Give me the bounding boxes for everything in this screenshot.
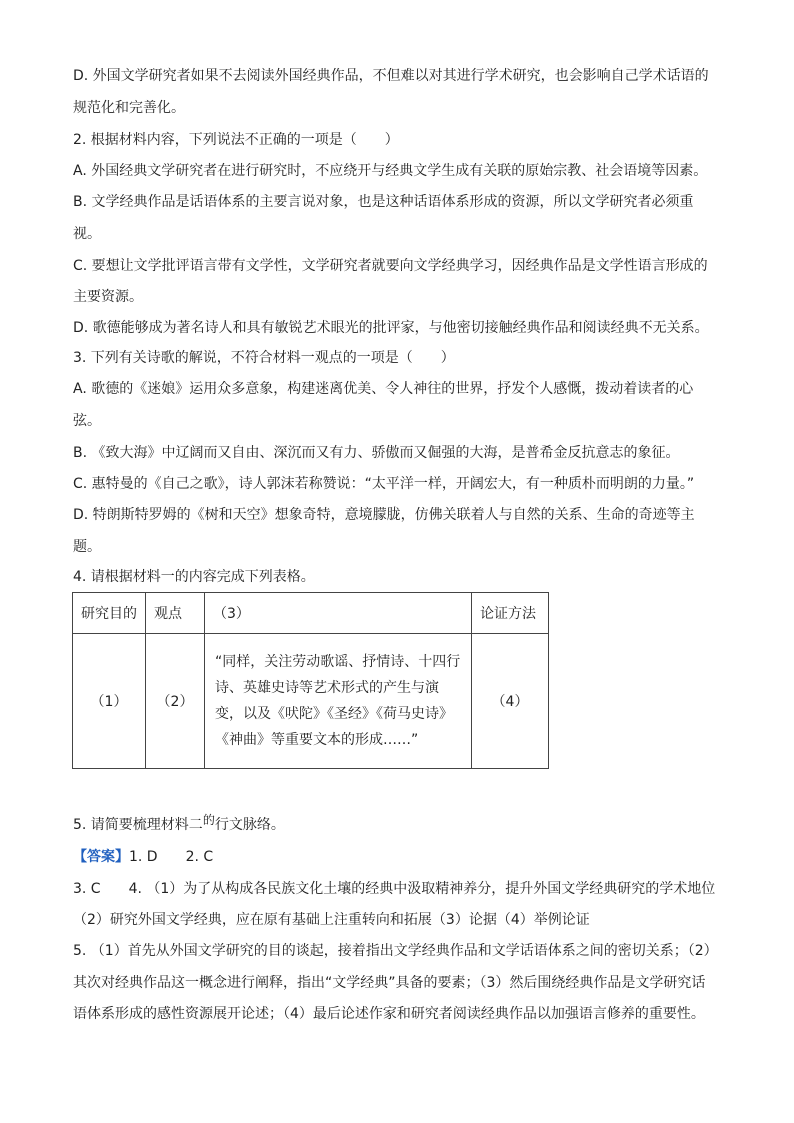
header-purpose: 研究目的 (81, 606, 137, 622)
q2-option-c-line-1: C. 要想让文学批评语言带有文学性，文学研究者就要向文学经典学习，因经典作品是文学性语言形成的 (73, 258, 708, 274)
q2-option-b-line-1: B. 文学经典作品是话语体系的主要言说对象，也是这种话语体系形成的资源，所以文学研究者必须重 (73, 194, 694, 210)
q2-option-b-line-2: 视。 (73, 226, 101, 242)
answer-line-5: 其次对经典作品这一概念进行阐释，指出“文学经典”具备的要素；（3）然后围绕经典作品是文学研究话 (73, 975, 706, 991)
q3-option-a-line-1: A. 歌德的《迷娘》运用众多意象，构建迷离优美、令人神往的世界，抒发个人感慨，拨动着读者的心 (73, 381, 694, 397)
option-d-line-2: 规范化和完善化。 (73, 100, 185, 116)
answer-line-4: 5. （1）首先从外国文学研究的目的谈起，接着指出文学经典作品和文学话语体系之间的密切关系；（2） (73, 943, 718, 959)
question-4-stem: 4. 请根据材料一的内容完成下列表格。 (73, 569, 315, 585)
q3-option-a-line-2: 弦。 (73, 413, 101, 429)
q3-option-d-line-1: D. 特朗斯特罗姆的《树和天空》想象奇特，意境朦胧，仿佛关联着人与自然的关系、生命的奇迹等主 (73, 507, 695, 523)
table-row (73, 634, 549, 769)
q2-option-d: D. 歌德能够成为著名诗人和具有敏锐艺术眼光的批评家，与他密切接触经典作品和阅读经典不无关系。 (73, 320, 709, 336)
header-method: 论证方法 (480, 606, 536, 622)
q5-text-b: 行文脉络。 (214, 817, 285, 833)
answer-line-6: 语体系形成的感性资源展开论述；（4）最后论述作家和研究者阅读经典作品以加强语言修养的重要性。 (73, 1006, 705, 1022)
option-d-line-1: D. 外国文学研究者如果不去阅读外国经典作品，不但难以对其进行学术研究，也会影响自己学术话语的 (73, 68, 709, 84)
q5-text-de: 的 (202, 813, 215, 827)
question-4-table (72, 592, 549, 769)
cell-blank-2: （2） (146, 634, 205, 769)
header-viewpoint: 观点 (154, 606, 182, 622)
cell-evidence-quote: “同样，关注劳动歌谣、抒情诗、十四行诗、英雄史诗等艺术形式的产生与演变，以及《吠陀》《圣经》《荷马史诗》《神曲》等重要文本的形成……” (215, 654, 461, 748)
answer-line-1-text: 1. D 2. C (129, 849, 214, 865)
answer-tag: 【答案】 (73, 849, 129, 865)
answer-line-3: （2）研究外国文学经典，应在原有基础上注重转向和拓展（3）论据（4）举例论证 (73, 912, 590, 928)
answer-line-1 (73, 847, 213, 867)
header-blank-3: （3） (213, 606, 250, 622)
q3-option-c: C. 惠特曼的《自己之歌》，诗人郭沫若称赞说：“太平洋一样，开阔宏大，有一种质朴而明朗的力量。” (73, 476, 695, 492)
q2-option-c-line-2: 主要资源。 (73, 289, 143, 305)
cell-blank-4: （4） (472, 634, 549, 769)
q5-text-a: 5. 请简要梳理材料二 (73, 817, 203, 833)
question-3-stem: 3. 下列有关诗歌的解说，不符合材料一观点的一项是（ ） (73, 350, 455, 366)
table-header-row (73, 593, 549, 634)
q3-option-d-line-2: 题。 (73, 539, 101, 555)
q3-option-b: B. 《致大海》中辽阔而又自由、深沉而又有力、骄傲而又倔强的大海，是普希金反抗意志的象征。 (73, 445, 680, 461)
answer-line-2: 3. C 4. （1）为了从构成各民族文化土壤的经典中汲取精神养分，提升外国文学经典研究的学术地位 (73, 881, 716, 897)
q2-option-a: A. 外国经典文学研究者在进行研究时，不应绕开与经典文学生成有关联的原始宗教、社会语境等因素。 (73, 163, 708, 179)
cell-blank-1: （1） (73, 634, 146, 769)
question-2-stem: 2. 根据材料内容，下列说法不正确的一项是（ ） (73, 132, 399, 148)
question-5-stem (73, 815, 285, 835)
